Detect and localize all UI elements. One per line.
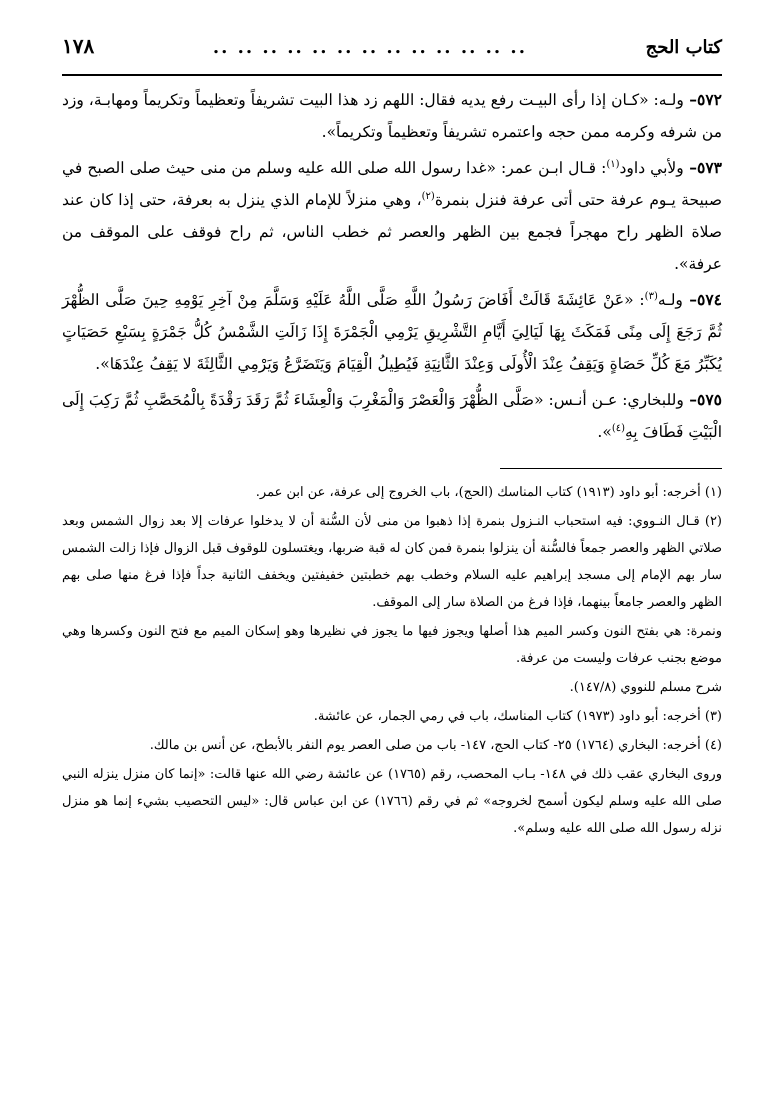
footnote-1: (١) أخرجه: أبو داود (١٩١٣) كتاب المناسك (الحج)، باب الخروج إلى عرفة، عن ابن عمر. — [255, 485, 722, 500]
book-page — [62, 34, 722, 1084]
footnote-2: (٢) قـال النـووي: فيه استحباب النـزول بنمرة إذا ذهبوا من منى لأن السُّنة أن لا يدخلوا عرفات إلا بعد زوال الشمس وبعد صلاتي الظهر والعصر جمعاً فالسُّنة أن ينزلوا بنمرة فمن كان له قبة ضربها، ويغتسلون للوقوف قبل الزوال فإذا زالت الشمس سار بهم الإمام إلى مسجد إبراهيم عليه السلام وخطب بهم خطبتين خفيفتين ويخفف الثانية جداً فإذا فرغ منها صلى بهم الظهر والعصر جامعاً بينهما، فإذا فرغ من الصلاة سار إلى الموقف. — [62, 514, 722, 610]
footnote-ref[interactable]: (٢) — [421, 190, 435, 202]
hadith-572 — [62, 84, 722, 148]
running-header — [62, 34, 722, 76]
hadith-573 — [62, 152, 722, 280]
footnote-4: (٤) أخرجه: البخاري (١٧٦٤) ٢٥- كتاب الحج، ١٤٧- باب من صلى العصر يوم النفر بالأبطح، عن أنس بن مالك. — [149, 738, 722, 753]
leader-dots: .. .. .. .. .. .. .. .. .. .. .. .. .. — [212, 37, 527, 58]
hadith-text: : قـال ابـن عمر: «غدا رسول الله صلى الله عليه وسلم من منى حيث صلى الصبح في صبيحة يـوم عرفة حتى أتى عرفة فنزل بنمرة — [62, 159, 722, 209]
hadith-text: : «عَنْ عَائِشَةَ قَالَتْ أَفَاضَ رَسُولُ اللَّهِ صَلَّى اللَّهُ عَلَيْهِ وَسَلَّمَ مِنْ آخِرِ يَوْمِهِ حِينَ صَلَّى الظُّهْرَ ثُمَّ رَجَعَ إِلَى مِنًى فَمَكَثَ بِهَا لَيَالِيَ أَيَّامِ التَّشْرِيقِ يَرْمِي الْجَمْرَةَ إِذَا زَالَتِ الشَّمْسُ كُلُّ جَمْرَةٍ بِسَبْعِ حَصَيَاتٍ يُكَبِّرُ مَعَ كُلِّ حَصَاةٍ وَيَقِفُ عِنْدَ الْأُولَى وَعِنْدَ الثَّانِيَةِ فَيُطِيلُ الْقِيَامَ وَيَتَضَرَّعُ وَيَرْمِي الثَّالِثَةَ لا يَقِفُ عِنْدَهَا». — [62, 291, 722, 373]
footnote-ref[interactable]: (٣) — [644, 290, 658, 302]
chapter-title: كتاب الحج — [645, 37, 722, 58]
hadith-text-cont: ، وهي منزلاً للإمام الذي ينزل به بعرفة، حتى إذا كان عند صلاة الظهر راح مهجراً فجمع بين الظهر والعصر ثم خطب الناس، ثم راح فوقف على الموقف من عرفة». — [62, 191, 722, 273]
footnote-ref[interactable]: (١) — [606, 158, 620, 170]
hadith-text-cont: ». — [597, 423, 612, 441]
hadith-number: ٥٧٢– — [683, 90, 722, 109]
page-number: ١٧٨ — [62, 34, 95, 58]
hadith-number: ٥٧٤– — [682, 290, 722, 309]
hadith-number: ٥٧٥– — [683, 390, 722, 409]
hadith-575 — [62, 384, 722, 448]
hadith-text: وللبخاري: عـن أنـس: «صَلَّى الظُّهْرَ وَالْعَصْرَ وَالْمَغْرِبَ وَالْعِشَاءَ ثُمَّ رَقَدَ رَقْدَةً بِالْمُحَصَّبِ ثُمَّ رَكِبَ إِلَى الْبَيْتِ فَطَافَ بِهِ — [62, 391, 722, 441]
footnote-3: (٣) أخرجه: أبو داود (١٩٧٣) كتاب المناسك، باب في رمي الجمار، عن عائشة. — [313, 709, 722, 724]
footnote-4-extra: وروى البخاري عقب ذلك في ١٤٨- بـاب المحصب، رقم (١٧٦٥) عن عائشة رضي الله عنها قالت: «إنما كان منزل ينزله النبي صلى الله عليه وسلم ليكون أسمح لخروجه» ثم في رقم (١٧٦٦) عن ابن عباس قال: «ليس التحصيب بشيء إنما هو منزل نزله رسول الله صلى الله عليه وسلم». — [62, 767, 723, 836]
footnote-divider — [500, 468, 722, 469]
footnote-2-source: شرح مسلم للنووي (١٤٧/٨). — [569, 680, 722, 695]
hadith-text: ولـه: «كـان إذا رأى البيـت رفع يديه فقال: اللهم زد هذا البيت تشريفاً وتعظيماً وتكريماً ومهابـة، وزد من شرفه وكرمه ممن حجه واعتمره تشريفاً وتعظيماً وتكريماً». — [62, 91, 722, 141]
hadith-source: ولأبي داود — [619, 159, 684, 177]
footnote-2-namira: ونمرة: هي بفتح النون وكسر الميم هذا أصلها ويجوز فيها ما يجوز في نظيرها وهو إسكان الميم مع فتح النون وكسرها وهي موضع بجنب عرفات وليست من عرفة. — [62, 624, 722, 666]
footnote-ref[interactable]: (٤) — [611, 422, 625, 434]
hadith-source: ولـه — [657, 291, 683, 309]
hadith-574 — [62, 284, 722, 380]
hadith-number: ٥٧٣– — [683, 158, 722, 177]
